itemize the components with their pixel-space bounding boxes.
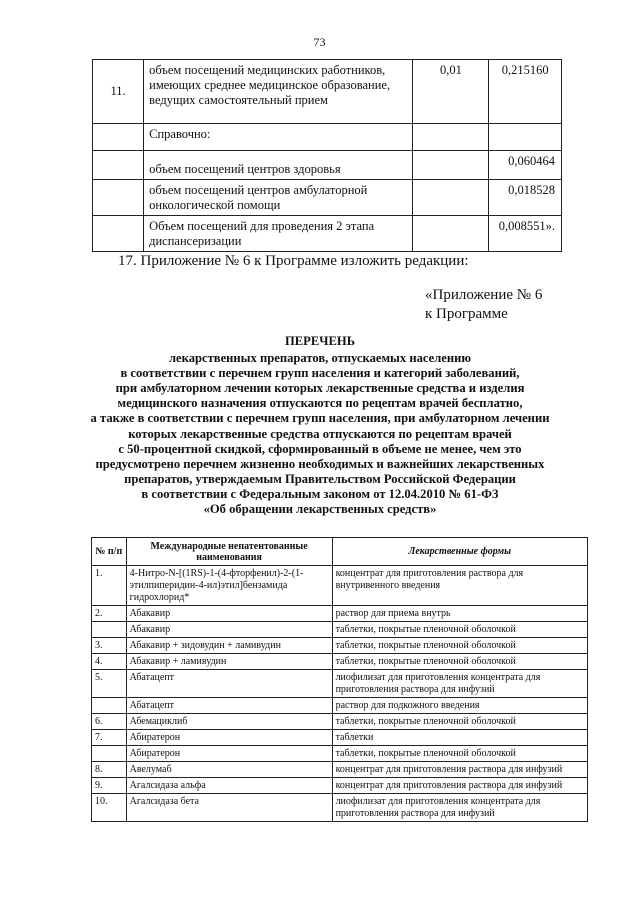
row-num: 2. (92, 606, 127, 622)
title-line: медицинского назначения отпускаются по рецептам врачей бесплатно, (117, 396, 523, 411)
row-number (93, 180, 144, 216)
table-row (92, 670, 588, 698)
drug-name: Абатацепт (126, 698, 332, 714)
drug-form: таблетки, покрытые пленочной оболочкой (332, 638, 587, 654)
table-header-row (92, 538, 588, 566)
title-line: лекарственных препаратов, отпускаемых населению (168, 351, 471, 366)
drug-form: таблетки, покрытые пленочной оболочкой (332, 714, 587, 730)
drug-name: Абакавир (126, 622, 332, 638)
title-line: в соответствии с перечнем групп населения и категорий заболеваний, (120, 366, 520, 381)
drug-name: Абакавир + ламивудин (126, 654, 332, 670)
title-line: при амбулаторном лечении которых лекарственные средства и изделия (115, 381, 525, 396)
table-row (92, 654, 588, 670)
drug-form: таблетки, покрытые пленочной оболочкой (332, 654, 587, 670)
value-cell: 0,060464 (489, 151, 562, 180)
header-name: Международные непатентованные наименования (126, 538, 332, 566)
row-number (93, 216, 144, 252)
drug-form: концентрат для приготовления раствора для инфузий (332, 778, 587, 794)
row-num: 10. (92, 794, 127, 822)
page-number: 73 (313, 35, 326, 49)
title-line: с 50-процентной скидкой, сформированный в объеме не менее, чем это (118, 441, 522, 456)
drug-form: раствор для приема внутрь (332, 606, 587, 622)
row-num: 1. (92, 566, 127, 606)
row-num: 5. (92, 670, 127, 698)
value-cell: 0,008551». (489, 216, 562, 252)
drug-name: Абакавир (126, 606, 332, 622)
table-row (92, 622, 588, 638)
table-row (92, 794, 588, 822)
drug-table (91, 537, 588, 822)
appendix-line: «Приложение № 6 (425, 287, 543, 303)
table-row (92, 746, 588, 762)
row-num (92, 746, 127, 762)
appendix-line: к Программе (425, 306, 508, 322)
title-line: которых лекарственные средства отпускаются по рецептам врачей (128, 426, 512, 441)
drug-name: Агалсидаза бета (126, 794, 332, 822)
title-line: а также в соответствии с перечнем групп населения, при амбулаторном лечении (90, 411, 550, 426)
row-description: Объем посещений для проведения 2 этапа диспансеризации (144, 216, 413, 252)
table-row (93, 151, 562, 180)
drug-name: 4-Нитро-N-[(1RS)-1-(4-фторфенил)-2-(1-этилпиперидин-4-ил)этил]бензамида гидрохлорид* (126, 566, 332, 606)
volume-table (92, 59, 562, 252)
drug-name: Авелумаб (126, 762, 332, 778)
drug-name: Абакавир + зидовудин + ламивудин (126, 638, 332, 654)
drug-name: Абиратерон (126, 746, 332, 762)
row-num (92, 698, 127, 714)
row-description: Справочно: (144, 124, 413, 151)
title-line: препаратов, утверждаемым Правительством Российской Федерации (124, 471, 516, 486)
drug-name: Абатацепт (126, 670, 332, 698)
table-row (92, 566, 588, 606)
drug-name: Абиратерон (126, 730, 332, 746)
row-description: объем посещений медицинских работников, имеющих среднее медицинское образование, ведущих самостоятельный прием (144, 60, 413, 124)
row-num: 7. (92, 730, 127, 746)
title-line: предусмотрено перечнем жизненно необходимых и важнейших лекарственных (95, 456, 545, 471)
title-heading: ПЕРЕЧЕНЬ (284, 334, 356, 348)
header-num: № п/п (92, 538, 127, 566)
drug-form: лиофилизат для приготовления концентрата для приготовления раствора для инфузий (332, 794, 587, 822)
table-row (92, 638, 588, 654)
value-cell (413, 180, 489, 216)
table-row (92, 714, 588, 730)
table-row (93, 180, 562, 216)
header-forms: Лекарственные формы (332, 538, 587, 566)
value-cell: 0,01 (413, 60, 489, 124)
table-row (93, 60, 562, 124)
row-number (93, 151, 144, 180)
drug-form: концентрат для приготовления раствора для инфузий (332, 762, 587, 778)
drug-name: Абемациклиб (126, 714, 332, 730)
title-line: «Об обращении лекарственных средств» (203, 502, 437, 517)
drug-name: Агалсидаза альфа (126, 778, 332, 794)
value-cell: 0,215160 (489, 60, 562, 124)
item-17-text: 17. Приложение № 6 к Программе изложить редакции: (118, 253, 469, 269)
table-row (92, 606, 588, 622)
value-cell (489, 124, 562, 151)
table-row (92, 762, 588, 778)
row-num: 8. (92, 762, 127, 778)
drug-form: таблетки (332, 730, 587, 746)
value-cell (413, 216, 489, 252)
row-num: 9. (92, 778, 127, 794)
appendix-reference (425, 286, 542, 324)
row-num: 6. (92, 714, 127, 730)
drug-form: таблетки, покрытые пленочной оболочкой (332, 622, 587, 638)
table-row (93, 216, 562, 252)
drug-form: таблетки, покрытые пленочной оболочкой (332, 746, 587, 762)
value-cell (413, 124, 489, 151)
row-description: объем посещений центров амбулаторной онкологической помощи (144, 180, 413, 216)
table-row (92, 698, 588, 714)
row-num: 3. (92, 638, 127, 654)
drug-form: лиофилизат для приготовления концентрата для приготовления раствора для инфузий (332, 670, 587, 698)
value-cell (413, 151, 489, 180)
row-description: объем посещений центров здоровья (144, 151, 413, 180)
row-num (92, 622, 127, 638)
table-row (92, 778, 588, 794)
row-number: 11. (93, 60, 144, 124)
row-num: 4. (92, 654, 127, 670)
row-number (93, 124, 144, 151)
table-row (92, 730, 588, 746)
table-row (93, 124, 562, 151)
title-line: в соответствии с Федеральным законом от 12.04.2010 № 61-ФЗ (141, 486, 499, 501)
value-cell: 0,018528 (489, 180, 562, 216)
drug-form: раствор для подкожного введения (332, 698, 587, 714)
document-title (60, 334, 580, 517)
drug-form: концентрат для приготовления раствора для внутривенного введения (332, 566, 587, 606)
